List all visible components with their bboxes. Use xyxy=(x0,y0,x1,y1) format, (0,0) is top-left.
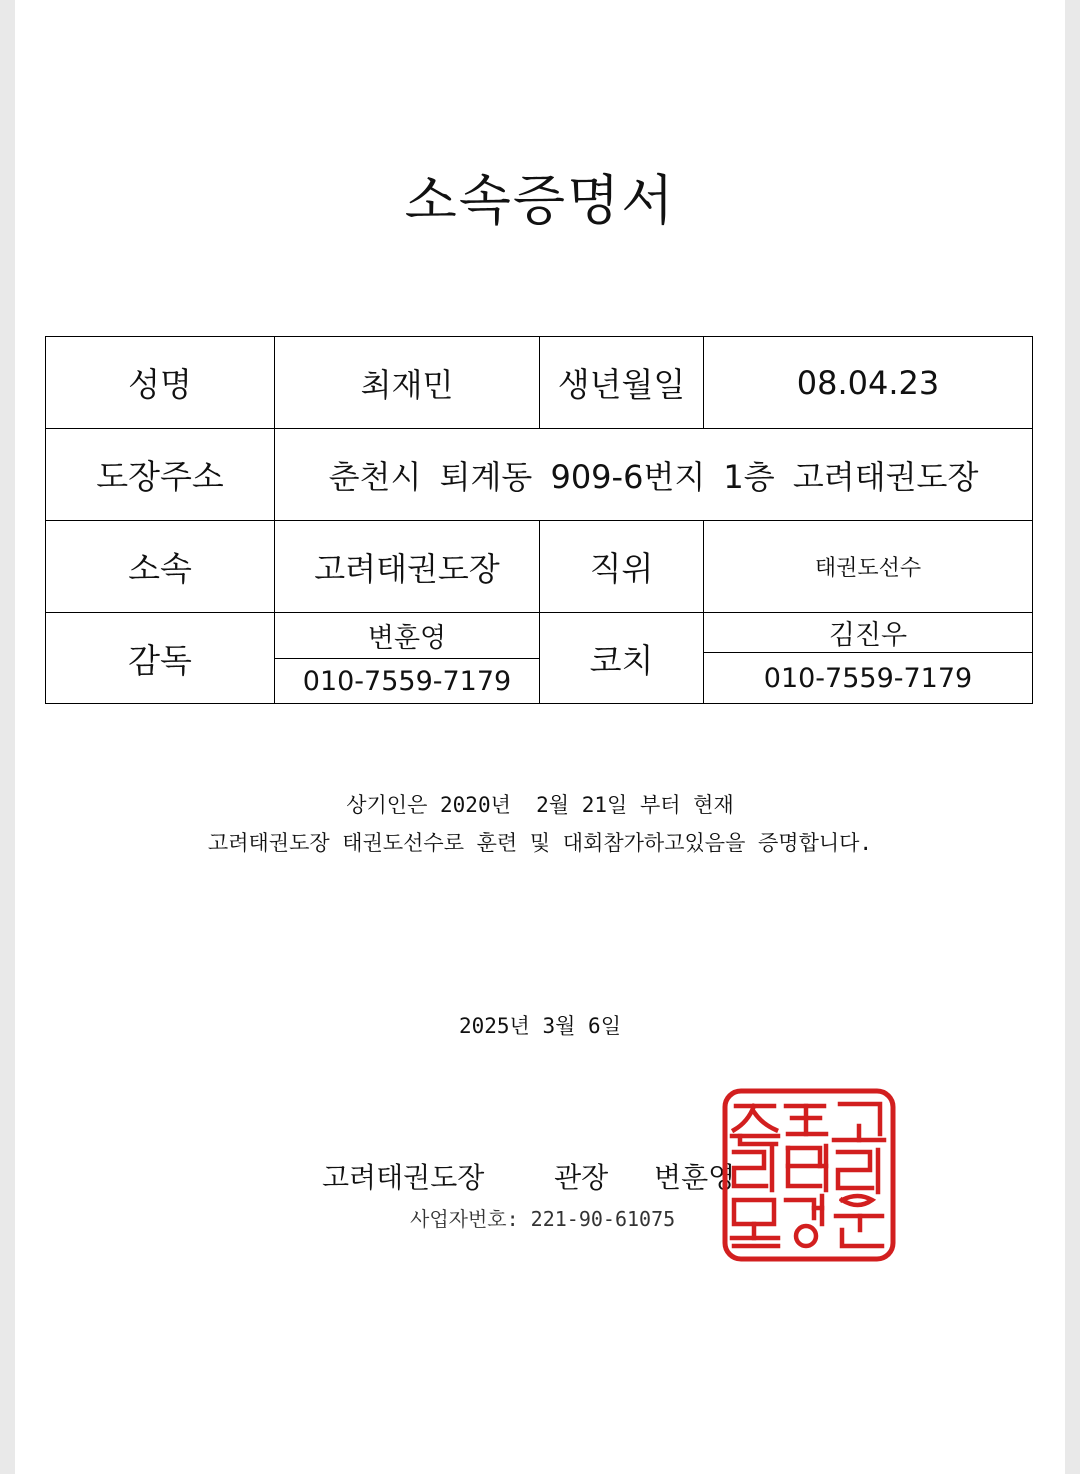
address-label: 도장주소 xyxy=(46,429,275,521)
coach-label: 코치 xyxy=(540,613,704,704)
director-label: 감독 xyxy=(46,613,275,704)
business-number: 사업자번호: 221-90-61075 xyxy=(410,1207,676,1231)
birth-label: 생년월일 xyxy=(540,337,704,429)
director-cell xyxy=(275,613,540,704)
signer-name: 변훈영 xyxy=(654,1161,736,1194)
statement-line-2: 고려태권도장 태권도선수로 훈련 및 대회참가하고있음을 증명합니다. xyxy=(207,831,873,855)
affiliation-label: 소속 xyxy=(46,521,275,613)
signer-organization: 고려태권도장 xyxy=(322,1161,485,1194)
certification-statement xyxy=(0,786,1080,862)
affiliation-value: 고려태권도장 xyxy=(275,521,540,613)
coach-phone: 010-7559-7179 xyxy=(763,662,973,694)
coach-cell xyxy=(704,613,1033,704)
position-label: 직위 xyxy=(540,521,704,613)
table-row xyxy=(46,521,1033,613)
director-name: 변훈영 xyxy=(275,613,539,659)
official-seal-icon xyxy=(722,1088,896,1262)
table-row xyxy=(46,337,1033,429)
position-value: 태권도선수 xyxy=(704,521,1033,613)
table-row xyxy=(46,613,1033,704)
name-value: 최재민 xyxy=(275,337,540,429)
coach-name: 김진우 xyxy=(704,613,1032,653)
table-row xyxy=(46,429,1033,521)
statement-line-1: 상기인은 2020년 2월 21일 부터 현재 xyxy=(346,793,734,817)
info-table xyxy=(45,336,1033,704)
issue-date: 2025년 3월 6일 xyxy=(458,1014,621,1038)
director-phone: 010-7559-7179 xyxy=(302,665,512,697)
signer-line xyxy=(322,1156,735,1196)
signer-role: 관장 xyxy=(554,1161,609,1194)
name-label: 성명 xyxy=(46,337,275,429)
birth-value: 08.04.23 xyxy=(704,337,1033,429)
address-value: 춘천시 퇴계동 909-6번지 1층 고려태권도장 xyxy=(275,429,1033,521)
document-title: 소속증명서 xyxy=(404,169,676,232)
